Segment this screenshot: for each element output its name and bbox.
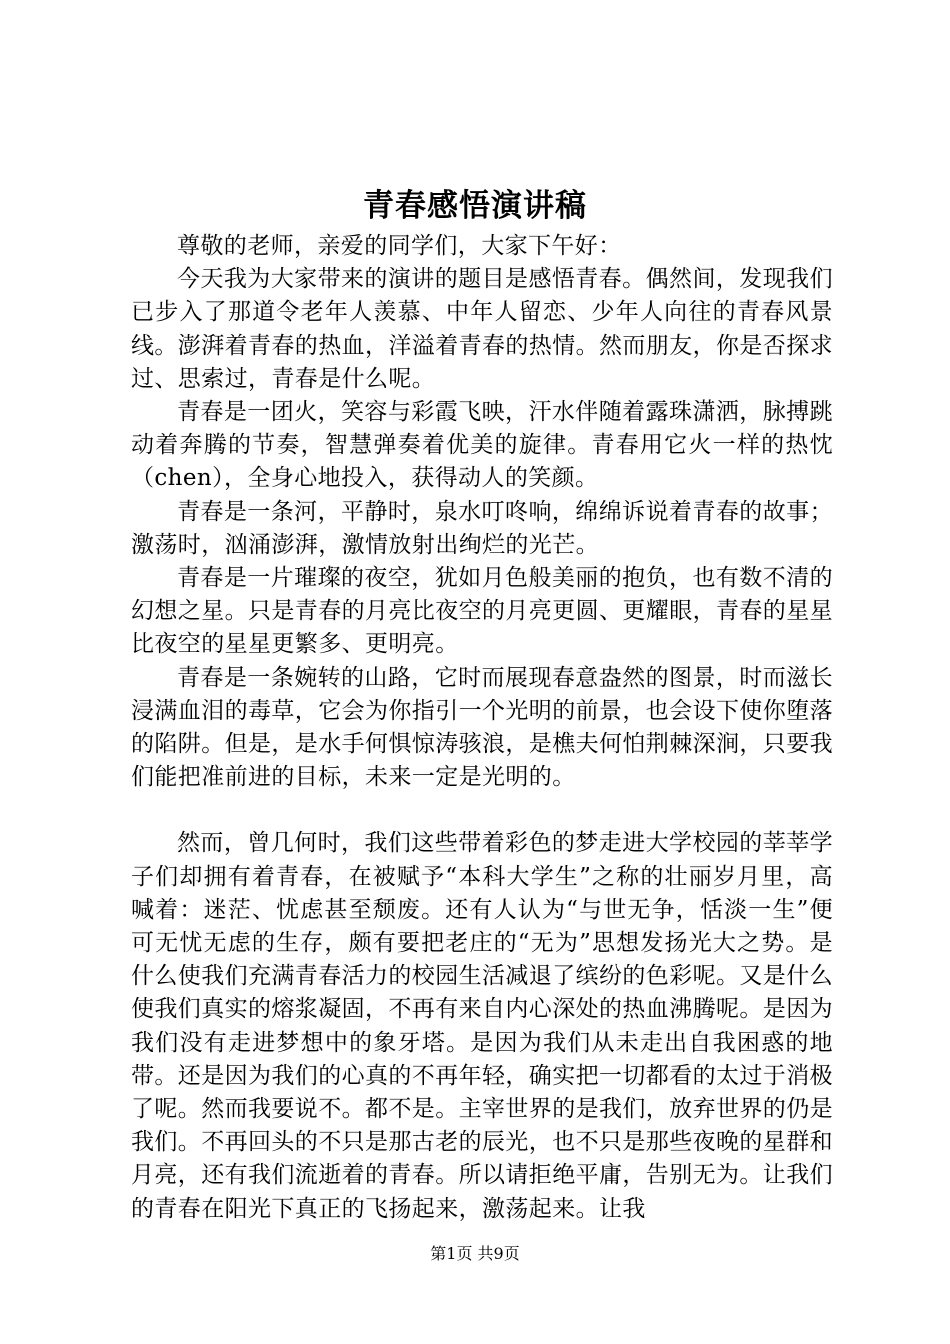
paragraph-fire: 青春是一团火，笑容与彩霞飞映，汗水伴随着露珠潇洒，脉搏跳动着奔腾的节奏，智慧弹奏着优美的旋律。青春用它火一样的热忱（chen），全身心地投入，获得动人的笑颜。 xyxy=(131,399,833,492)
paragraph-intro: 今天我为大家带来的演讲的题目是感悟青春。偶然间，发现我们已步入了那道令老年人羡慕、中年人留恋、少年人向往的青春风景线。澎湃着青春的热血，洋溢着青春的热情。然而朋友，你是否探求过、思索过，青春是什么呢。 xyxy=(131,266,833,392)
paragraph-greeting: 尊敬的老师，亲爱的同学们，大家下午好： xyxy=(177,233,622,259)
paragraph-night-sky: 青春是一片璀璨的夜空，犹如月色般美丽的抱负，也有数不清的幻想之星。只是青春的月亮比夜空的月亮更圆、更耀眼，青春的星星比夜空的星星更繁多、更明亮。 xyxy=(131,565,833,658)
paragraph-however: 然而，曾几何时，我们这些带着彩色的梦走进大学校园的莘莘学子们却拥有着青春，在被赋予“本科大学生”之称的壮丽岁月里，高喊着：迷茫、忧虑甚至颓废。还有人认为“与世无争，恬淡一生”便可无忧无虑的生存，颇有要把老庄的“无为”思想发扬光大之势。是什么使我们充满青春活力的校园生活减退了缤纷的色彩呢。又是什么使我们真实的熔浆凝固，不再有来自内心深处的热血沸腾呢。是因为我们没有走进梦想中的象牙塔。是因为我们从未走出自我困惑的地带。还是因为我们的心真的不再年轻，确实把一切都看的太过于消极了呢。然而我要说不。都不是。主宰世界的是我们，放弃世界的仍是我们。不再回头的不只是那古老的辰光，也不只是那些夜晚的星群和月亮，还有我们流逝着的青春。所以请拒绝平庸，告别无为。让我们的青春在阳光下真正的飞扬起来，激荡起来。让我 xyxy=(131,830,833,1222)
paragraph-river: 青春是一条河，平静时，泉水叮咚响，绵绵诉说着青春的故事；激荡时，汹涌澎湃，激情放射出绚烂的光芒。 xyxy=(131,498,833,558)
document-title: 青春感悟演讲稿 xyxy=(363,188,587,224)
paragraph-mountain-road: 青春是一条婉转的山路，它时而展现春意盎然的图景，时而滋长浸满血泪的毒草，它会为你指引一个光明的前景，也会设下使你堕落的陷阱。但是，是水手何惧惊涛骇浪，是樵夫何怕荆棘深涧，只要我们能把准前进的目标，未来一定是光明的。 xyxy=(131,664,833,791)
document-body xyxy=(131,230,833,1226)
page-number-footer: 第1页 共9页 xyxy=(430,1244,520,1263)
